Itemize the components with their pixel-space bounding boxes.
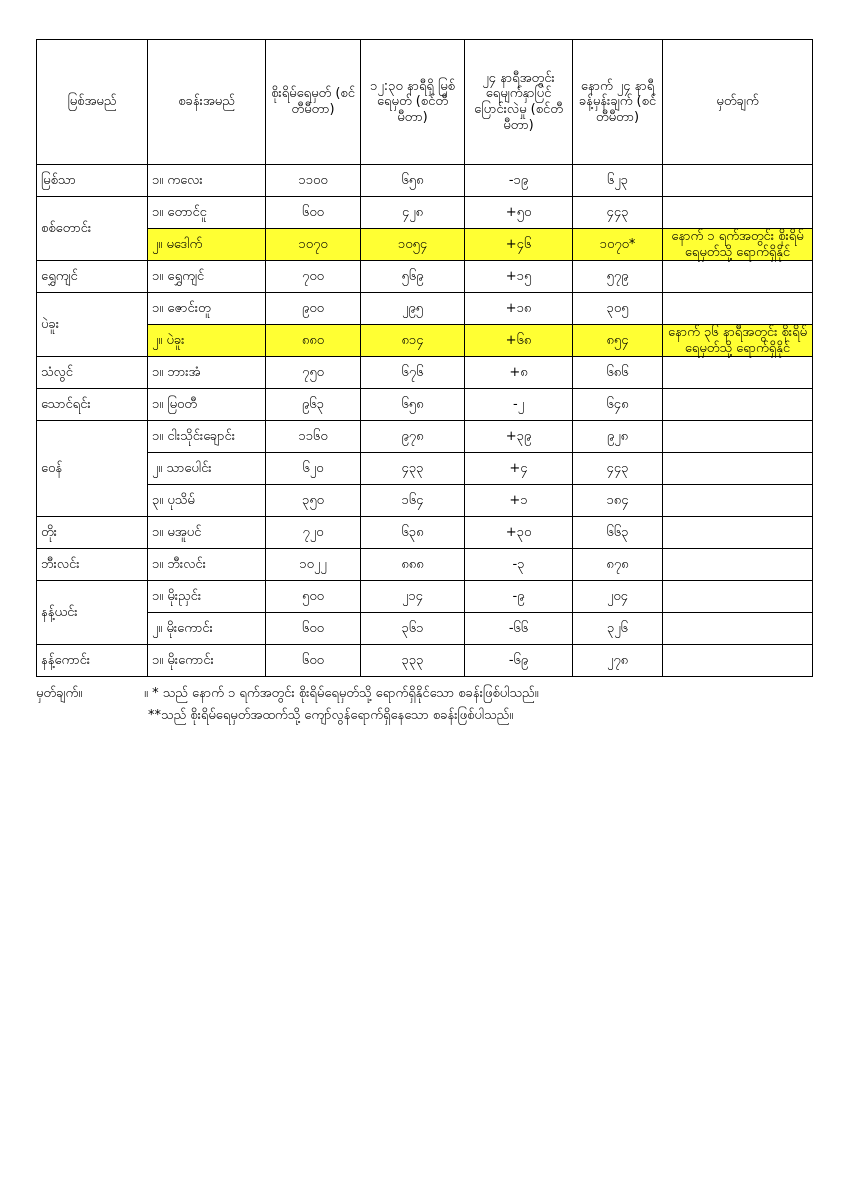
current-level: ၂၉၅	[361, 293, 465, 325]
danger-level: ၇၀၀	[266, 261, 361, 293]
station-name: ၁။ ကလေး	[148, 165, 266, 197]
river-name: ဘီးလင်း	[37, 549, 148, 581]
footnote-double-asterisk: **သည် စိုးရိမ်ရေမှတ်အထက်သို့ ကျော်လွန်ရောက်ရှိနေသော စခန်းဖြစ်ပါသည်။	[148, 708, 514, 724]
river-name: ရွှေကျင်	[37, 261, 148, 293]
table-row	[37, 581, 813, 613]
danger-level: ၆၀၀	[266, 197, 361, 229]
current-level: ၁၆၄	[361, 485, 465, 517]
level-change: -၆၉	[465, 645, 573, 677]
footnote-label: မှတ်ချက်။	[36, 686, 83, 702]
danger-level: ၅၀၀	[266, 581, 361, 613]
header-remark: မှတ်ချက်	[663, 40, 813, 165]
river-name: တိုး	[37, 517, 148, 549]
current-level: ၄၂၈	[361, 197, 465, 229]
forecast-level: ၂၀၄	[573, 581, 663, 613]
danger-level: ၉၆၃	[266, 389, 361, 421]
level-change: -၆၆	[465, 613, 573, 645]
remark	[663, 293, 813, 325]
header-station: စခန်းအမည်	[148, 40, 266, 165]
remark	[663, 517, 813, 549]
table-row	[37, 613, 813, 645]
level-change: +၁	[465, 485, 573, 517]
remark	[663, 197, 813, 229]
danger-level: ၁၀၂၂	[266, 549, 361, 581]
current-level: ၅၆၉	[361, 261, 465, 293]
remark	[663, 261, 813, 293]
table-row	[37, 261, 813, 293]
footnote-line-1	[36, 683, 812, 705]
forecast-level: ၆၆၃	[573, 517, 663, 549]
table-row	[37, 453, 813, 485]
danger-level: ၆၀၀	[266, 613, 361, 645]
danger-level: ၁၁၆၀	[266, 421, 361, 453]
danger-level: ၇၂၀	[266, 517, 361, 549]
remark	[663, 165, 813, 197]
remark	[663, 389, 813, 421]
level-change: +၄	[465, 453, 573, 485]
danger-level: ၇၅၀	[266, 357, 361, 389]
remark: နောက် ၃၆ နာရီအတွင်း စိုးရိမ်ရေမှတ်သို့ ရောက်ရှိနိုင်	[663, 325, 813, 357]
remark	[663, 453, 813, 485]
forecast-level: ၆၂၃	[573, 165, 663, 197]
remark	[663, 549, 813, 581]
danger-level: ၉၀၀	[266, 293, 361, 325]
danger-level: ၆၂၀	[266, 453, 361, 485]
header-river: မြစ်အမည်	[37, 40, 148, 165]
station-name: ၁။ မြဝတီ	[148, 389, 266, 421]
station-name: ၂။ မိုးကောင်း	[148, 613, 266, 645]
station-name: ၁။ မအူပင်	[148, 517, 266, 549]
header-current-level: ၁၂:၃၀ နာရီရှိ မြစ်ရေမှတ် (စင်တီမီတာ)	[361, 40, 465, 165]
table-row	[37, 197, 813, 229]
table-row	[37, 549, 813, 581]
forecast-level: ၂၇၈	[573, 645, 663, 677]
current-level: ၆၇၆	[361, 357, 465, 389]
footnotes	[36, 683, 812, 727]
current-level: ၃၃၃	[361, 645, 465, 677]
level-change: +၁၈	[465, 293, 573, 325]
river-name: သောင်ရင်း	[37, 389, 148, 421]
level-change: +၃၉	[465, 421, 573, 453]
station-name: ၂။ သာပေါင်း	[148, 453, 266, 485]
forecast-level: ၁၈၄	[573, 485, 663, 517]
level-change: -၁၉	[465, 165, 573, 197]
footnote-single-asterisk: ။ * သည် နောက် ၁ ရက်အတွင်း စိုးရိမ်ရေမှတ်သို့ ရောက်ရှိနိုင်သော စခန်းဖြစ်ပါသည်။	[144, 686, 539, 702]
river-level-table	[36, 39, 813, 677]
river-level-report	[36, 39, 812, 727]
header-24h-change: ၂၄ နာရီအတွင်း ရေမျက်နှာပြင် ပြောင်းလဲမှု (စင်တီမီတာ)	[465, 40, 573, 165]
header-forecast: နောက် ၂၄ နာရီ ခန့်မှန်းချက် (စင်တီမီတာ)	[573, 40, 663, 165]
header-danger-level: စိုးရိမ်ရေမှတ် (စင်တီမီတာ)	[266, 40, 361, 165]
level-change: +၃၀	[465, 517, 573, 549]
current-level: ၂၁၄	[361, 581, 465, 613]
river-name: နန့်ကောင်း	[37, 645, 148, 677]
river-name: မြစ်သာ	[37, 165, 148, 197]
table-row	[37, 389, 813, 421]
forecast-level: ၁၀၇၀*	[573, 229, 663, 261]
table-row	[37, 517, 813, 549]
river-name: သံလွင်	[37, 357, 148, 389]
table-row-warning	[37, 325, 813, 357]
table-row	[37, 165, 813, 197]
remark: နောက် ၁ ရက်အတွင်း စိုးရိမ်ရေမှတ်သို့ ရောက်ရှိနိုင်	[663, 229, 813, 261]
current-level: ၈၈၈	[361, 549, 465, 581]
current-level: ၈၁၄	[361, 325, 465, 357]
forecast-level: ၆၈၆	[573, 357, 663, 389]
station-name: ၁။ မိုးကောင်း	[148, 645, 266, 677]
station-name: ၂။ ပဲခူး	[148, 325, 266, 357]
remark	[663, 581, 813, 613]
table-row	[37, 485, 813, 517]
current-level: ၆၅၈	[361, 165, 465, 197]
danger-level: ၁၀၇၀	[266, 229, 361, 261]
level-change: -၃	[465, 549, 573, 581]
level-change: +၄၆	[465, 229, 573, 261]
table-row-warning	[37, 229, 813, 261]
danger-level: ၁၁၀၀	[266, 165, 361, 197]
level-change: -၉	[465, 581, 573, 613]
station-name: ၁။ တောင်ငူ	[148, 197, 266, 229]
forecast-level: ၃၀၅	[573, 293, 663, 325]
forecast-level: ၆၄၈	[573, 389, 663, 421]
station-name: ၁။ ရွှေကျင်	[148, 261, 266, 293]
station-name: ၁။ ဇောင်းတူ	[148, 293, 266, 325]
level-change: +၆၈	[465, 325, 573, 357]
station-name: ၃။ ပုသိမ်	[148, 485, 266, 517]
current-level: ၆၅၈	[361, 389, 465, 421]
remark	[663, 357, 813, 389]
forecast-level: ၄၄၃	[573, 197, 663, 229]
forecast-level: ၃၂၆	[573, 613, 663, 645]
remark	[663, 421, 813, 453]
table-row	[37, 293, 813, 325]
table-row	[37, 421, 813, 453]
station-name: ၁။ မိုးညှင်း	[148, 581, 266, 613]
river-name: စစ်တောင်း	[37, 197, 148, 261]
river-name: နန့်ယင်း	[37, 581, 148, 645]
forecast-level: ၉၂၈	[573, 421, 663, 453]
station-name: ၁။ ဘားအံ	[148, 357, 266, 389]
forecast-level: ၈၇၈	[573, 549, 663, 581]
forecast-level: ၅၇၉	[573, 261, 663, 293]
current-level: ၉၇၈	[361, 421, 465, 453]
table-row	[37, 645, 813, 677]
station-name: ၂။ မဒေါက်	[148, 229, 266, 261]
current-level: ၆၃၈	[361, 517, 465, 549]
forecast-level: ၄၄၃	[573, 453, 663, 485]
river-name: ဝေန်	[37, 421, 148, 517]
danger-level: ၆၀၀	[266, 645, 361, 677]
station-name: ၁။ ငါးသိုင်းချောင်း	[148, 421, 266, 453]
current-level: ၄၃၃	[361, 453, 465, 485]
current-level: ၃၆၁	[361, 613, 465, 645]
remark	[663, 485, 813, 517]
current-level: ၁၀၅၄	[361, 229, 465, 261]
forecast-level: ၈၅၄	[573, 325, 663, 357]
river-name: ပဲခူး	[37, 293, 148, 357]
danger-level: ၃၅၀	[266, 485, 361, 517]
level-change: +၁၅	[465, 261, 573, 293]
level-change: +၅၀	[465, 197, 573, 229]
station-name: ၁။ ဘီးလင်း	[148, 549, 266, 581]
danger-level: ၈၈၀	[266, 325, 361, 357]
remark	[663, 645, 813, 677]
table-row	[37, 357, 813, 389]
header-row	[37, 40, 813, 165]
level-change: -၂	[465, 389, 573, 421]
remark	[663, 613, 813, 645]
level-change: +၈	[465, 357, 573, 389]
